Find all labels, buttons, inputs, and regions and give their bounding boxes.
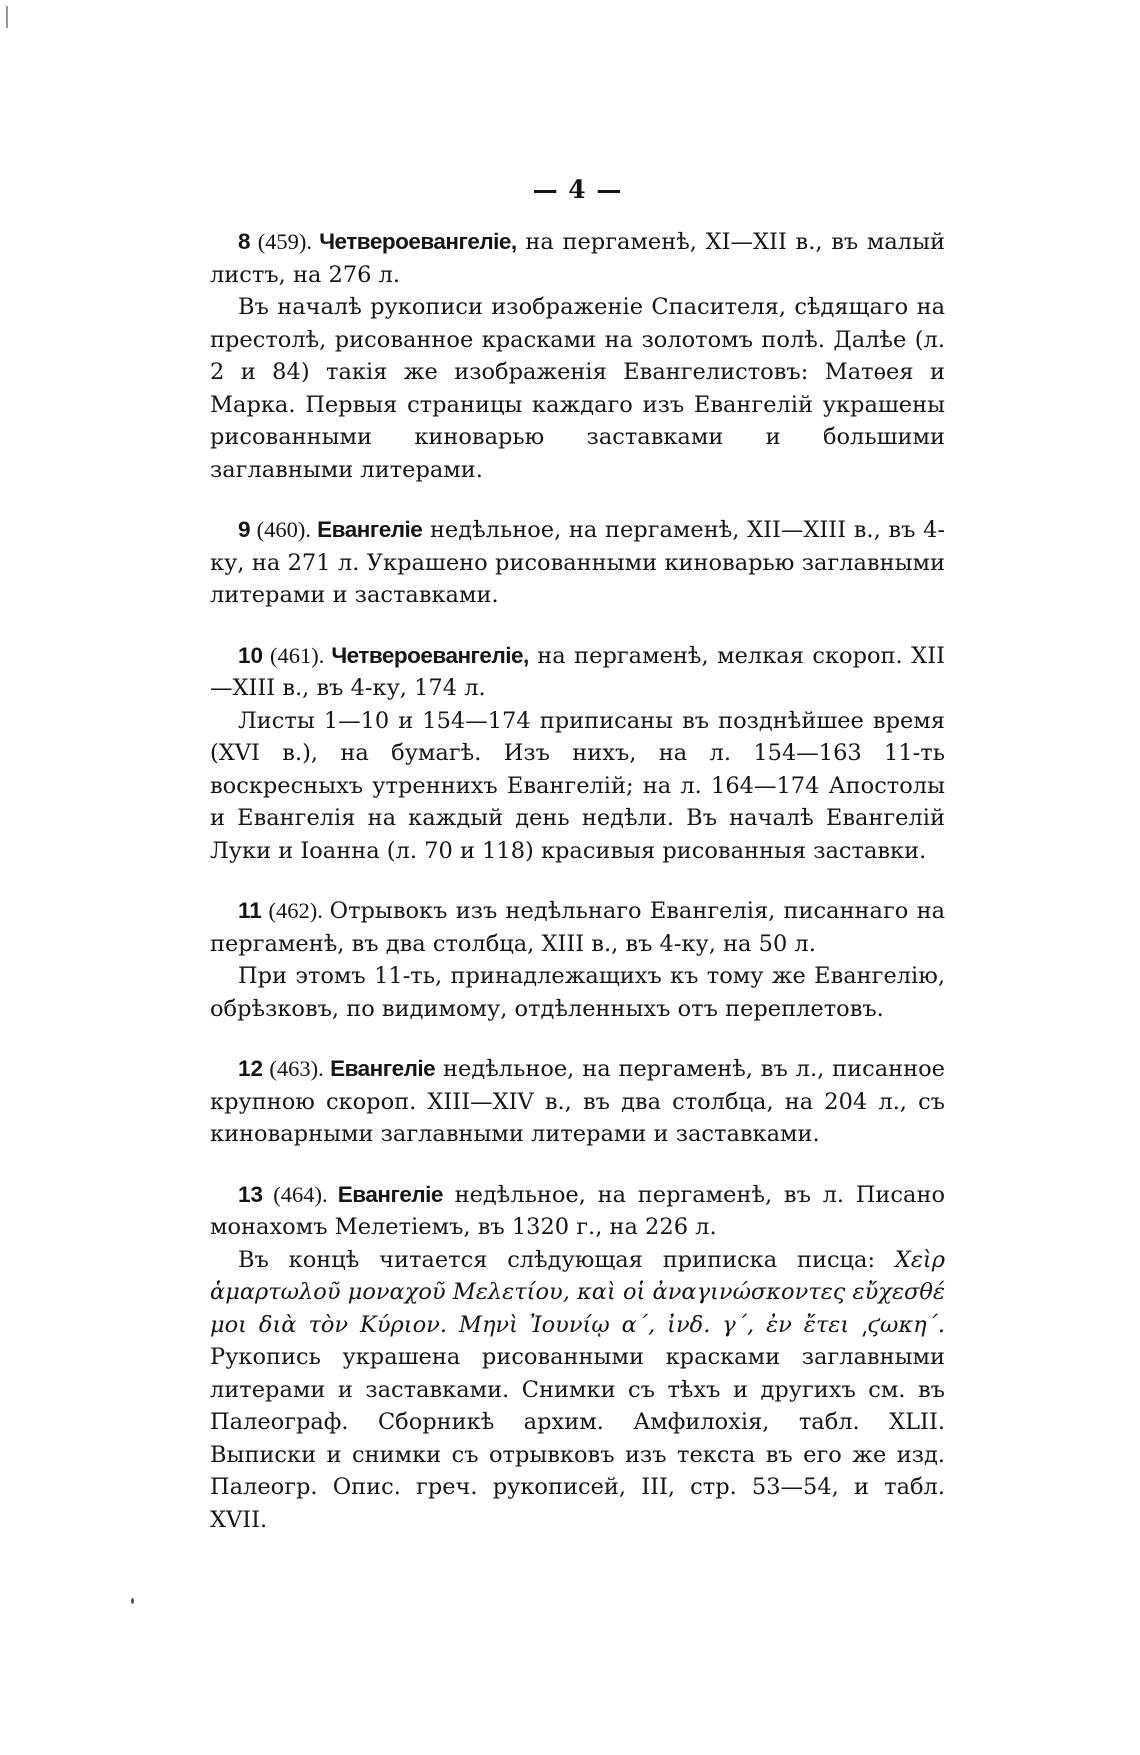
entry-ref: (462). [261, 898, 330, 923]
entry-12 [210, 1053, 945, 1151]
page-number: — 4 — [532, 175, 623, 204]
scribe-note-outro: Рукопись украшена рисованными красками заглавными литерами и заставками. Снимки съ тѣхъ и другихъ см. въ Палеограф. Сборникѣ архим. Амфилохія, табл. XLII. Выписки и снимки съ отрывковъ изъ текста въ его же изд. Палеогр. Опис. греч. рукописей, III, стр. 53—54, и табл. XVII. [210, 1344, 945, 1533]
entry-number: 11 [238, 898, 262, 923]
entry-title: Четвероевангеліе, [319, 229, 517, 254]
scan-speck [131, 1598, 134, 1604]
entry-ref: (459). [250, 229, 320, 254]
entry-description: на пергаменѣ, XI—XII в., въ малый листъ, на 276 л. [210, 229, 945, 288]
entry-number: 10 [238, 642, 264, 668]
entry-13 [210, 1179, 945, 1537]
entry-number: 9 [238, 517, 251, 542]
entry-heading [210, 895, 945, 960]
entry-description: на пергаменѣ, мелкая скороп. XII—XIII в., въ 4-ку, 174 л. [210, 642, 945, 701]
entry-ref: (460). [250, 517, 318, 542]
entry-8 [210, 226, 945, 486]
scan-speck [6, 6, 8, 28]
entry-paragraph: Въ началѣ рукописи изображеніе Спасителя, сѣдящаго на престолѣ, рисованное красками на золотомъ полѣ. Далѣе (л. 2 и 84) такія же изображенія Евангелистовъ: Матѳея и Марка. Первыя страницы каждаго изъ Евангелій украшены рисованными киноварью заставками и большими заглавными литерами. [210, 294, 945, 483]
entry-10 [210, 640, 945, 868]
entry-title: Четвероевангеліе, [331, 642, 529, 668]
entry-paragraph [210, 1244, 945, 1537]
entry-ref: (461). [263, 642, 332, 668]
entry-description: Отрывокъ изъ недѣльнаго Евангелія, писаннаго на пергаменѣ, въ два столбца, XIII в., въ 4-ку, на 50 л. [210, 898, 945, 957]
entry-paragraph: Листы 1—10 и 154—174 приписаны въ позднѣйшее время (XVI в.), на бумагѣ. Изъ нихъ, на л. 154—163 11-ть воскресныхъ утреннихъ Евангелій; на л. 164—174 Апостолы и Евангелія на каждый день недѣли. Въ началѣ Евангелій Луки и Іоанна (л. 70 и 118) красивыя рисованныя заставки. [210, 707, 945, 864]
entry-ref: (463). [263, 1056, 331, 1081]
page-body [210, 175, 945, 1564]
entry-description: недѣльное, на пергаменѣ, въ л., писанное крупною скороп. XIII—XIV в., въ два столбца, на 204 л., съ киноварными заглавными литерами и заставками. [210, 1056, 945, 1147]
entry-title: Евангеліе [330, 1056, 436, 1081]
entry-number: 12 [238, 1056, 264, 1081]
entry-heading [210, 640, 945, 705]
entry-9 [210, 514, 945, 612]
entry-heading [210, 226, 945, 291]
entry-description: недѣльное, на пергаменѣ, XII—XIII в., въ 4-ку, на 271 л. Украшено рисованными киноварью заглавными литерами и заставками. [210, 517, 945, 608]
entry-description: недѣльное, на пергаменѣ, въ л. Писано монахомъ Мелетіемъ, въ 1320 г., на 226 л. [210, 1181, 945, 1240]
entry-title: Евангеліе [337, 1181, 443, 1207]
entry-number: 13 [238, 1181, 264, 1207]
scribe-note-intro: Въ концѣ читается слѣдующая приписка писца: [238, 1246, 895, 1273]
entry-heading [210, 514, 945, 612]
entry-heading [210, 1053, 945, 1151]
entry-number: 8 [238, 229, 251, 254]
entry-heading [210, 1179, 945, 1244]
greek-colophon: Χεὶρ ἁμαρτωλοῦ μοναχοῦ Μελετίου, καὶ οἱ ἀναγινώσκοντες εὔχεσθέ μοι διὰ τὸν Κύριον. Μηνὶ Ἰουνίῳ α΄, ἰνδ. γ΄, ἐν ἔτει ͵ϛωκη΄. [210, 1246, 945, 1338]
entry-ref: (464). [263, 1181, 338, 1207]
entry-11 [210, 895, 945, 1025]
entry-title: Евангеліе [317, 517, 423, 542]
entry-paragraph: При этомъ 11-ть, принадлежащихъ къ тому же Евангелію, обрѣзковъ, по видимому, отдѣленныхъ отъ переплетовъ. [210, 963, 945, 1022]
